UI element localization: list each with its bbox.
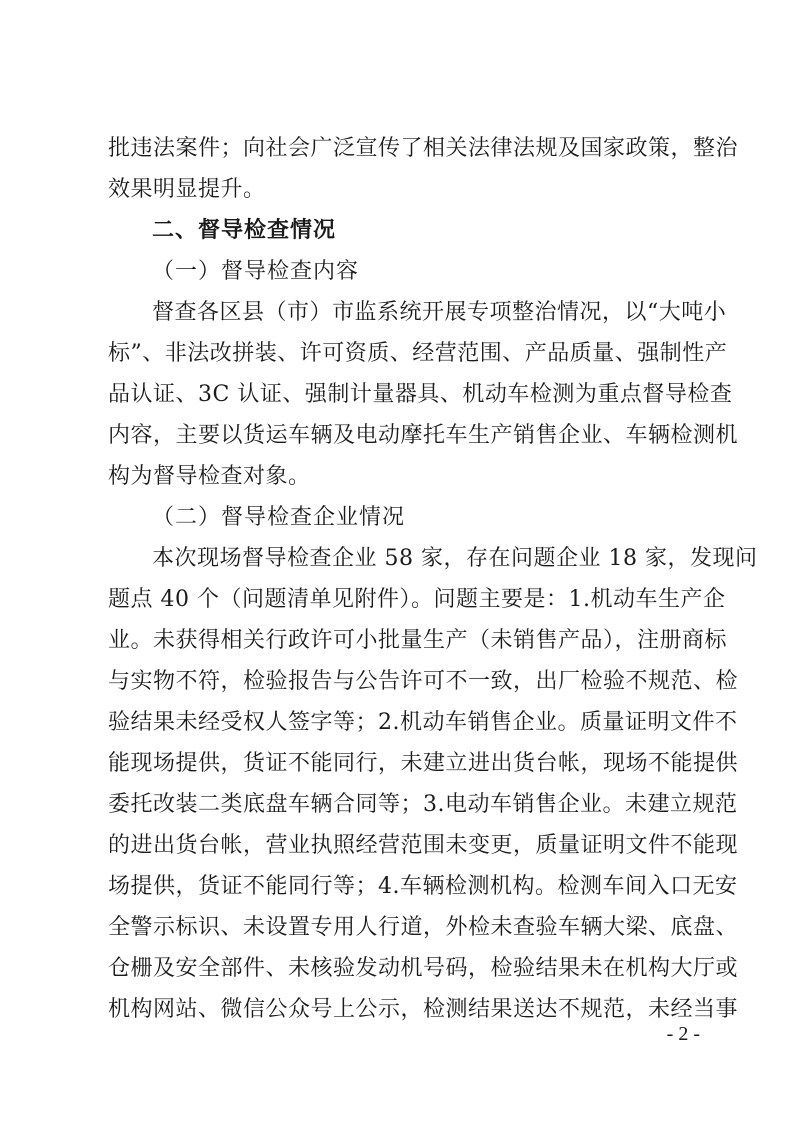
paragraph-line: 构为督导检查对象。 [108, 464, 311, 489]
paragraph-line: 委托改装二类底盘车辆合同等；3.电动车销售企业。未建立规范 [108, 792, 738, 817]
paragraph-line: 的进出货台帐，营业执照经营范围未变更，质量证明文件不能现 [108, 833, 739, 858]
intro-line-1: 批违法案件；向社会广泛宣传了相关法律法规及国家政策，整治 [108, 136, 739, 161]
paragraph-line: 题点 40 个（问题清单见附件）。问题主要是：1.机动车生产企 [108, 587, 726, 612]
paragraph-line: 验结果未经受权人签字等；2.机动车销售企业。质量证明文件不 [108, 710, 738, 735]
page-number: - 2 - [666, 1023, 700, 1045]
paragraph-line: 标”、非法改拼装、许可资质、经营范围、产品质量、强制性产 [108, 341, 728, 366]
subsection-heading-1: （一）督导检查内容 [152, 259, 360, 284]
paragraph-line: 仓栅及安全部件、未核验发动机号码，检验结果未在机构大厅或 [108, 956, 739, 981]
intro-line-2: 效果明显提升。 [108, 177, 266, 202]
paragraph-line: 场提供，货证不能同行等；4.车辆检测机构。检测车间入口无安 [108, 874, 738, 899]
paragraph-line: 全警示标识、未设置专用人行道，外检未查验车辆大梁、底盘、 [108, 915, 739, 940]
paragraph-line: 品认证、3C 认证、强制计量器具、机动车检测为重点督导检查 [108, 382, 733, 407]
paragraph-line: 能现场提供，货证不能同行，未建立进出货台帐，现场不能提供 [108, 751, 739, 776]
paragraph-line: 业。未获得相关行政许可小批量生产（未销售产品），注册商标 [108, 628, 728, 653]
paragraph-line: 与实物不符，检验报告与公告许可不一致，出厂检验不规范、检 [108, 669, 739, 694]
paragraph-line: 督查各区县（市）市监系统开展专项整治情况，以“大吨小 [152, 300, 727, 325]
paragraph-line: 机构网站、微信公众号上公示，检测结果送达不规范，未经当事 [108, 997, 739, 1022]
section-heading: 二、督导检查情况 [152, 218, 337, 243]
paragraph-line: 内容，主要以货运车辆及电动摩托车生产销售企业、车辆检测机 [108, 423, 739, 448]
subsection-heading-2: （二）督导检查企业情况 [152, 505, 406, 530]
paragraph-line: 本次现场督导检查企业 58 家，存在问题企业 18 家，发现问 [152, 546, 758, 571]
